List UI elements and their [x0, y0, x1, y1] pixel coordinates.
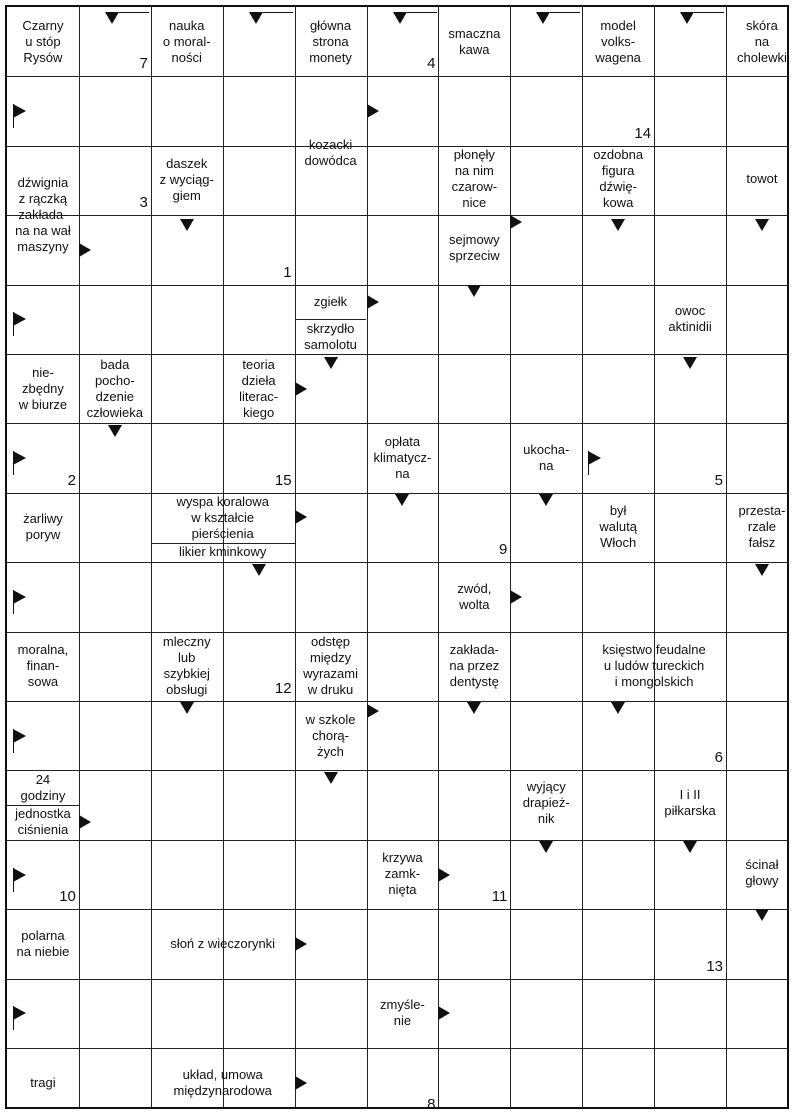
- clue-cell: skrzydło samolotu: [304, 320, 357, 352]
- cell-number: 14: [634, 124, 652, 142]
- clue-cell: układ, umowa międzynarodowa: [173, 1066, 272, 1098]
- right-arrow-icon: [295, 1076, 307, 1090]
- cell-number: 1: [283, 263, 292, 281]
- right-arrow-icon: [295, 937, 307, 951]
- grid-row-line: [7, 146, 787, 147]
- flag-arrow-icon: [13, 868, 26, 882]
- clue-cell: ozdobna figura dźwię- kowa: [593, 146, 644, 210]
- clue-cell: krzywa zamk- nięta: [382, 850, 423, 898]
- down-arrow-icon: [680, 12, 694, 24]
- clue-cell: moralna, finan- sowa: [17, 642, 69, 690]
- cell-number: 5: [714, 471, 723, 489]
- cell-number: 9: [498, 541, 508, 559]
- grid-column-line: [79, 7, 80, 1107]
- right-arrow-icon: [367, 295, 379, 309]
- down-arrow-icon: [108, 425, 122, 437]
- grid-column-line: [367, 7, 368, 1107]
- cell-number: 2: [67, 471, 76, 489]
- clue-cell: teoria dzieła literac- kiego: [239, 356, 279, 420]
- clue-cell: był walutą Włoch: [599, 503, 637, 551]
- grid-row-line: [7, 76, 787, 77]
- grid-row-line: [7, 1048, 787, 1049]
- clue-cell: model volks- wagena: [595, 17, 641, 65]
- clue-cell: odstęp między wyrazami w druku: [303, 634, 358, 698]
- clue-cell: skóra na cholewki: [737, 17, 787, 65]
- clue-cell: w szkole chorą- żych: [305, 711, 356, 759]
- flag-arrow-icon: [13, 312, 26, 326]
- down-arrow-icon: [252, 564, 266, 576]
- down-arrow-icon: [611, 702, 625, 714]
- down-arrow-icon: [683, 841, 697, 853]
- flag-arrow-icon: [13, 1006, 26, 1020]
- down-arrow-icon: [395, 494, 409, 506]
- clue-cell: słoń z wieczorynki: [170, 935, 276, 951]
- right-arrow-icon: [79, 815, 91, 829]
- clue-divider: [7, 805, 79, 806]
- cell-number: 3: [139, 194, 148, 212]
- clue-cell: tragi: [30, 1074, 56, 1090]
- right-arrow-icon: [438, 1006, 450, 1020]
- clue-cell: Czarny u stóp Rysów: [22, 17, 64, 65]
- clue-cell: opłata klimatycz- na: [373, 434, 432, 482]
- grid-row-line: [7, 562, 787, 563]
- down-arrow-icon: [611, 219, 625, 231]
- down-arrow-icon: [324, 357, 338, 369]
- clue-cell: towot: [746, 170, 778, 186]
- right-arrow-icon: [295, 510, 307, 524]
- clue-cell: sejmowy sprzeciw: [449, 232, 500, 264]
- clue-cell: zwód, wolta: [457, 580, 492, 612]
- down-arrow-icon: [755, 564, 769, 576]
- down-arrow-icon: [683, 357, 697, 369]
- right-arrow-icon: [79, 243, 91, 257]
- clue-cell: mleczny lub szybkiej obsługi: [162, 634, 211, 698]
- cell-number: 15: [274, 471, 292, 489]
- down-arrow-icon: [105, 12, 119, 24]
- clue-cell: jednostka ciśnienia: [15, 806, 71, 838]
- clue-cell: nie- zbędny w biurze: [18, 364, 68, 412]
- grid-column-line: [654, 7, 655, 1107]
- down-arrow-icon: [393, 12, 407, 24]
- cell-number: 6: [714, 749, 723, 767]
- grid-row-line: [7, 215, 787, 216]
- cell-number: 13: [706, 957, 723, 975]
- down-arrow-icon: [755, 909, 769, 921]
- down-arrow-icon: [755, 219, 769, 231]
- clue-cell: polarna na niebie: [16, 927, 70, 959]
- grid-row-line: [7, 909, 787, 910]
- clue-cell: likier kminkowy: [178, 544, 267, 560]
- down-arrow-icon: [536, 12, 550, 24]
- clue-cell: kozacki dowódca: [304, 136, 357, 168]
- down-arrow-icon: [539, 841, 553, 853]
- clue-divider: [295, 701, 367, 702]
- down-arrow-icon: [324, 772, 338, 784]
- down-arrow-icon: [467, 285, 481, 297]
- clue-cell: I i II piłkarska: [664, 787, 716, 819]
- clue-cell: nauka o moral- ności: [162, 17, 211, 65]
- right-arrow-icon: [438, 868, 450, 882]
- right-arrow-icon: [367, 704, 379, 718]
- clue-cell: ścinał głowy: [745, 856, 779, 888]
- clue-cell: owoc aktinidii: [668, 303, 712, 335]
- flag-arrow-icon: [13, 104, 26, 118]
- flag-arrow-icon: [588, 451, 601, 465]
- clue-cell: księstwo feudalne u ludów tureckich i mongolskich: [602, 642, 706, 690]
- clue-cell: daszek z wyciąg- giem: [159, 156, 214, 204]
- flag-arrow-icon: [13, 729, 26, 743]
- clue-cell: smaczna kawa: [448, 25, 501, 57]
- clue-cell: płonęły na nim czarow- nice: [451, 146, 498, 210]
- down-arrow-icon: [180, 702, 194, 714]
- clue-divider: [295, 319, 367, 320]
- clue-cell: 24 godziny: [20, 771, 66, 803]
- flag-arrow-icon: [13, 451, 26, 465]
- clue-cell: żarliwy poryw: [23, 511, 63, 543]
- clue-cell: zgiełk: [313, 293, 348, 309]
- clue-cell: przesta- rzale fałsz: [738, 503, 786, 551]
- grid-row-line: [7, 701, 787, 702]
- clue-cell: główna strona monety: [309, 17, 352, 65]
- clue-divider: [151, 543, 295, 544]
- clue-cell: ukocha- na: [523, 442, 570, 474]
- cell-number: 8: [427, 1096, 436, 1114]
- cell-number: 4: [427, 55, 436, 73]
- right-arrow-icon: [295, 382, 307, 396]
- down-arrow-icon: [467, 702, 481, 714]
- crossword-grid: [5, 5, 789, 1114]
- clue-divider: [438, 215, 510, 216]
- clue-cell: wyspa koralowa w kształcie pierścienia: [176, 493, 269, 541]
- cell-number: 7: [139, 55, 148, 73]
- grid-column-line: [510, 7, 511, 1107]
- right-arrow-icon: [510, 590, 522, 604]
- flag-arrow-icon: [13, 590, 26, 604]
- clue-cell: zakłada- na przez dentystę: [449, 642, 500, 690]
- cell-number: 12: [274, 680, 292, 697]
- down-arrow-icon: [180, 219, 194, 231]
- clue-cell: dźwignia z rączką zakłada- na na wał maszyny: [15, 175, 71, 255]
- cell-number: 10: [59, 888, 76, 906]
- down-arrow-icon: [539, 494, 553, 506]
- cell-number: 11: [491, 888, 508, 906]
- down-arrow-icon: [249, 12, 263, 24]
- clue-cell: bada pocho- dzenie człowieka: [86, 356, 144, 420]
- clue-cell: zmyśle- nie: [380, 997, 425, 1029]
- right-arrow-icon: [367, 104, 379, 118]
- right-arrow-icon: [510, 215, 522, 229]
- clue-cell: wyjący drapież- nik: [522, 779, 570, 827]
